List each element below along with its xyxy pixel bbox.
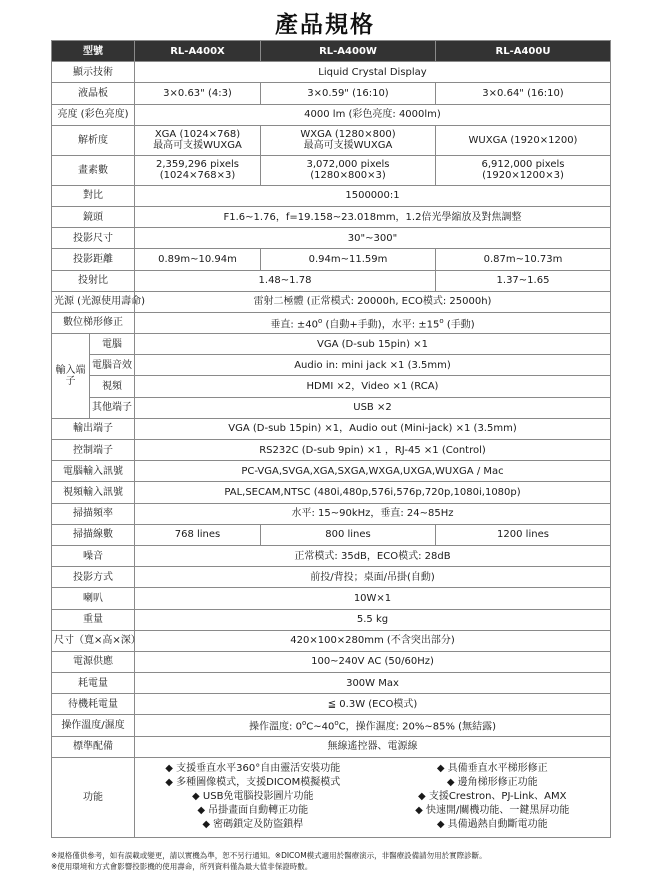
table-row [52,270,611,291]
feature-item: ◆ 具備垂直水平梯形修正 [436,763,548,775]
row-value [135,155,261,185]
row-value: VGA (D-sub 15pin) ×1 [135,334,611,355]
header-row [52,41,611,62]
row-value: 4000 lm (彩色亮度: 4000lm) [135,104,611,125]
row-label: 喇叭 [52,588,135,609]
feature-item: ◆ 支援垂直水平360°自由靈活安裝功能 [165,763,341,775]
row-label: 掃描線數 [52,524,135,545]
row-value: 1200 lines [436,524,611,545]
table-row [52,524,611,545]
row-value: 300W Max [135,673,611,694]
row-value: 3×0.59" (16:10) [261,83,436,104]
row-label: 操作溫度/濕度 [52,715,135,736]
value-line: 3,072,000 pixels [306,159,390,171]
row-value: Liquid Crystal Display [135,62,611,83]
row-value: 10W×1 [135,588,611,609]
feature-item: ◆ 快速開/關機功能、一鍵黑屏功能 [415,805,570,817]
table-row [52,482,611,503]
row-value: PC-VGA,SVGA,XGA,SXGA,WXGA,UXGA,WUXGA / Mac [135,461,611,482]
row-value: 0.94m~11.59m [261,249,436,270]
row-value: USB ×2 [135,397,611,418]
table-row [52,376,611,397]
header-model: 型號 [52,41,135,62]
row-label: 耗電量 [52,673,135,694]
row-label: 亮度 (彩色亮度) [52,104,135,125]
sub-label: 其他端子 [90,397,135,418]
table-row [52,715,611,736]
row-value: 420×100×280mm (不含突出部分) [135,630,611,651]
row-label: 投射比 [52,270,135,291]
row-label: 視頻輸入訊號 [52,482,135,503]
row-label: 液晶板 [52,83,135,104]
table-row [52,249,611,270]
feature-item: ◆ 多種圖像模式，支援DICOM模擬模式 [165,777,341,789]
degree-mark: o [334,719,339,728]
value-line: 最高可支援WUXGA [153,140,242,152]
row-label: 重量 [52,609,135,630]
row-label: 投影尺寸 [52,228,135,249]
row-value: 1500000:1 [135,185,611,206]
row-label: 鏡頭 [52,206,135,227]
row-value: 正常模式: 35dB，ECO模式: 28dB [135,545,611,566]
table-row [52,673,611,694]
row-value: 0.89m~10.94m [135,249,261,270]
value-part: (手動) [443,319,475,331]
table-row [52,757,611,837]
table-row [52,545,611,566]
feature-item: ◆ 支援Crestron、PJ-Link、AMX [418,791,567,803]
features-cell [135,757,611,837]
header-model-1: RL-A400X [135,41,261,62]
value-line: XGA (1024×768) [154,129,241,141]
row-value: 水平: 15~90kHz，垂直: 24~85Hz [135,503,611,524]
table-row [52,155,611,185]
table-row [52,228,611,249]
row-value [135,312,611,333]
row-label: 待機耗電量 [52,694,135,715]
row-value: 3×0.63" (4:3) [135,83,261,104]
row-value: RS232C (D-sub 9pin) ×1 ，RJ-45 ×1 (Control) [135,440,611,461]
degree-mark: o [318,316,323,325]
table-row [52,630,611,651]
row-value [135,125,261,155]
row-label: 電腦輸入訊號 [52,461,135,482]
row-label: 數位梯形修正 [52,312,135,333]
value-line: 2,359,296 pixels [156,159,239,171]
row-label: 畫素數 [52,155,135,185]
row-value: 1.37~1.65 [436,270,611,291]
row-label: 投影方式 [52,567,135,588]
row-value: Audio in: mini jack ×1 (3.5mm) [135,355,611,376]
table-row [52,62,611,83]
table-row [52,291,611,312]
spec-table [51,40,611,838]
row-value: 1.48~1.78 [135,270,436,291]
table-row [52,83,611,104]
table-row [52,125,611,155]
header-model-3: RL-A400U [436,41,611,62]
value-part: C~40 [306,721,335,733]
row-value [261,125,436,155]
row-label: 解析度 [52,125,135,155]
row-label: 尺寸（寬×高×深） [52,630,135,651]
value-line: (1920×1200×3) [482,170,564,182]
row-value [436,155,611,185]
header-model-2: RL-A400W [261,41,436,62]
table-row [52,104,611,125]
features-grid [137,762,608,832]
feature-item: ◆ 吊掛畫面自動轉正功能 [197,805,309,817]
row-label: 噪音 [52,545,135,566]
row-label: 電源供應 [52,651,135,672]
row-value: 100~240V AC (50/60Hz) [135,651,611,672]
value-part: 操作溫度: 0 [249,721,302,733]
row-value: 無線遙控器、電源線 [135,736,611,757]
page-title: 產品規格 [275,12,375,38]
row-label: 掃描頻率 [52,503,135,524]
row-value: 前投/背投；桌面/吊掛(自動) [135,567,611,588]
table-row [52,185,611,206]
feature-item: ◆ USB免電腦投影圖片功能 [192,791,314,803]
table-row [52,461,611,482]
footnotes [51,850,487,872]
row-label: 光源 (光源使用壽命) [52,291,135,312]
row-value: F1.6~1.76，f=19.158~23.018mm，1.2倍光學縮放及對焦調整 [135,206,611,227]
row-value: 30"~300" [135,228,611,249]
footnote-line: ※規格僅供參考，如有誤載或變更，請以實機為準，恕不另行通知。※DICOM模式適用於醫療演示，非醫療設備請勿用於實際診斷。 [51,851,487,860]
row-value: 5.5 kg [135,609,611,630]
table-row [52,312,611,333]
row-value: HDMI ×2，Video ×1 (RCA) [135,376,611,397]
row-value [261,155,436,185]
table-row [52,567,611,588]
feature-item: ◆ 密碼鎖定及防盜鎖桿 [202,819,304,831]
row-label: 標準配備 [52,736,135,757]
value-line: (1024×768×3) [159,170,236,182]
table-row [52,206,611,227]
table-row [52,355,611,376]
table-row [52,609,611,630]
row-label: 輸出端子 [52,418,135,439]
row-value: 800 lines [261,524,436,545]
row-value: 0.87m~10.73m [436,249,611,270]
row-value: 768 lines [135,524,261,545]
row-label: 投影距離 [52,249,135,270]
value-part: 垂直: ±40 [270,319,319,331]
row-value: WUXGA (1920×1200) [436,125,611,155]
table-row [52,397,611,418]
feature-item: ◆ 具備過熱自動斷電功能 [436,819,548,831]
table-row [52,418,611,439]
row-label: 對比 [52,185,135,206]
table-row [52,588,611,609]
row-label-input: 輸入端子 [52,334,90,419]
row-value: PAL,SECAM,NTSC (480i,480p,576i,576p,720p,1080i,1080p) [135,482,611,503]
value-part: C，操作濕度: 20%~85% (無結露) [338,721,496,733]
footnote-line: ※使用環境和方式會影響投影機的使用壽命，所列資料僅為最大值非保證時數。 [51,862,313,871]
value-part: (自動+手動)，水平: ±15 [322,319,440,331]
feature-item: ◆ 邊角梯形修正功能 [446,777,538,789]
value-line: 6,912,000 pixels [481,159,565,171]
row-value: VGA (D-sub 15pin) ×1，Audio out (Mini-jack) ×1 (3.5mm) [135,418,611,439]
value-line: (1280×800×3) [310,170,386,182]
value-line: WXGA (1280×800) [300,129,396,141]
row-label: 顯示技術 [52,62,135,83]
row-value: 雷射二極體 (正常模式: 20000h, ECO模式: 25000h) [135,291,611,312]
row-value: ≦ 0.3W (ECO模式) [135,694,611,715]
degree-mark: o [301,719,307,728]
table-row [52,651,611,672]
value-line: 最高可支援WUXGA [303,140,393,152]
table-row [52,736,611,757]
row-label: 控制端子 [52,440,135,461]
table-row [52,694,611,715]
row-value: 3×0.64" (16:10) [436,83,611,104]
table-row [52,503,611,524]
table-row [52,334,611,355]
sub-label: 電腦 [90,334,135,355]
row-label: 功能 [52,757,135,837]
sub-label: 電腦音效 [90,355,135,376]
sub-label: 視頻 [90,376,135,397]
row-value [135,715,611,736]
degree-mark: o [439,316,444,325]
table-row [52,440,611,461]
